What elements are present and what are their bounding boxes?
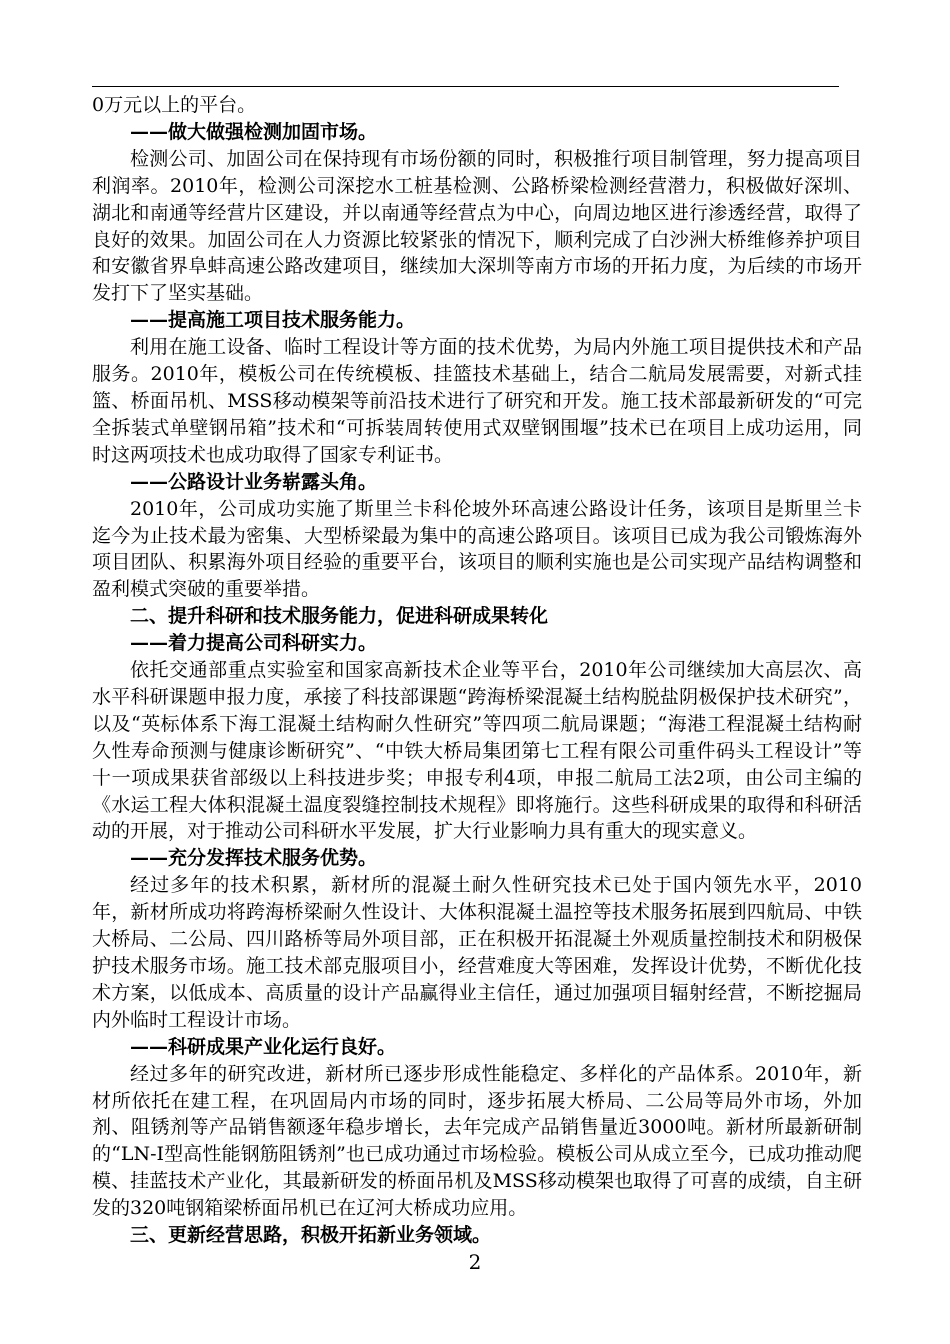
body-paragraph: 2010年，公司成功实施了斯里兰卡科伦坡外环高速公路设计任务，该项目是斯里兰卡迄今为止技术最为密集、大型桥梁最为集中的高速公路项目。该项目已成为我公司锻炼海外项目团队、积累海外项目经验的重要平台，该项目的顺利实施也是公司实现产品结构调整和盈利模式突破的重要举措。 — [92, 497, 862, 601]
section-heading: ——科研成果产业化运行良好。 — [130, 1035, 397, 1058]
section-heading: ——提高施工项目技术服务能力。 — [130, 309, 416, 332]
body-paragraph: 检测公司、加固公司在保持现有市场份额的同时，积极推行项目制管理，努力提高项目利润率。2010年，检测公司深挖水工桩基检测、公路桥梁检测经营潜力，积极做好深圳、湖北和南通等经营片区建设，并以南通等经营点为中心，向周边地区进行渗透经营，取得了良好的效果。加固公司在人力资源比较紧张的情况下，顺利完成了白沙洲大桥维修养护项目和安徽省界阜蚌高速公路改建项目，继续加大深圳等南方市场的开拓力度，为后续的市场开发打下了坚实基础。 — [92, 147, 862, 305]
chapter-heading: 二、提升科研和技术服务能力，促进科研成果转化 — [130, 605, 549, 628]
body-paragraph: 利用在施工设备、临时工程设计等方面的技术优势，为局内外施工项目提供技术和产品服务。2010年，模板公司在传统模板、挂篮技术基础上，结合二航局发展需要，对新式挂篮、桥面吊机、MSS移动模架等前沿技术进行了研究和开发。施工技术部最新研发的“可完全拆装式单壁钢吊箱”技术和“可拆装周转使用式双壁钢围堰”技术已在项目上成功运用，同时这两项技术也成功取得了国家专利证书。 — [92, 336, 862, 466]
body-paragraph: 经过多年的技术积累，新材所的混凝土耐久性研究技术已处于国内领先水平，2010年，新材所成功将跨海桥梁耐久性设计、大体积混凝土温控等技术服务拓展到四航局、中铁大桥局、二公局、四川路桥等局外项目部，正在积极开拓混凝土外观质量控制技术和阴极保护技术服务市场。施工技术部克服项目小，经营难度大等困难，发挥设计优势，不断优化技术方案，以低成本、高质量的设计产品赢得业主信任，通过加强项目辐射经营，不断挖掘局内外临时工程设计市场。 — [92, 874, 862, 1031]
paragraph-continuation: 0万元以上的平台。 — [92, 94, 257, 116]
page-number: 2 — [468, 1250, 482, 1274]
section-heading: ——充分发挥技术服务优势。 — [130, 847, 378, 870]
section-heading: ——着力提高公司科研实力。 — [130, 632, 378, 655]
section-heading: ——公路设计业务崭露头角。 — [130, 470, 378, 493]
section-heading: ——做大做强检测加固市场。 — [130, 120, 378, 143]
page-body — [92, 92, 862, 1249]
header-rule — [92, 86, 839, 87]
body-paragraph: 依托交通部重点实验室和国家高新技术企业等平台，2010年公司继续加大高层次、高水平科研课题申报力度，承接了科技部课题“跨海桥梁混凝土结构脱盐阴极保护技术研究”，以及“英标体系下海工混凝土结构耐久性研究”等四项二航局课题；“海港工程混凝土结构耐久性寿命预测与健康诊断研究”、“中铁大桥局集团第七工程有限公司重件码头工程设计”等十一项成果获省部级以上科技进步奖；申报专利4项，申报二航局工法2项，由公司主编的《水运工程大体积混凝土温度裂缝控制技术规程》即将施行。这些科研成果的取得和科研活动的开展，对于推动公司科研水平发展，扩大行业影响力具有重大的现实意义。 — [92, 659, 862, 843]
chapter-heading: 三、更新经营思路，积极开拓新业务领域。 — [130, 1224, 492, 1247]
body-paragraph: 经过多年的研究改进，新材所已逐步形成性能稳定、多样化的产品体系。2010年，新材所依托在建工程，在巩固局内市场的同时，逐步拓展大桥局、二公局等局外市场，外加剂、阻锈剂等产品销售额逐年稳步增长，去年完成产品销售量近3000吨。新材所最新研制的“LN-I型高性能钢筋阻锈剂”也已成功通过市场检验。模板公司从成立至今，已成功推动爬模、挂蓝技术产业化，其最新研发的桥面吊机及MSS移动模架也取得了可喜的成绩，自主研发的320吨钢箱梁桥面吊机已在辽河大桥成功应用。 — [92, 1062, 862, 1220]
